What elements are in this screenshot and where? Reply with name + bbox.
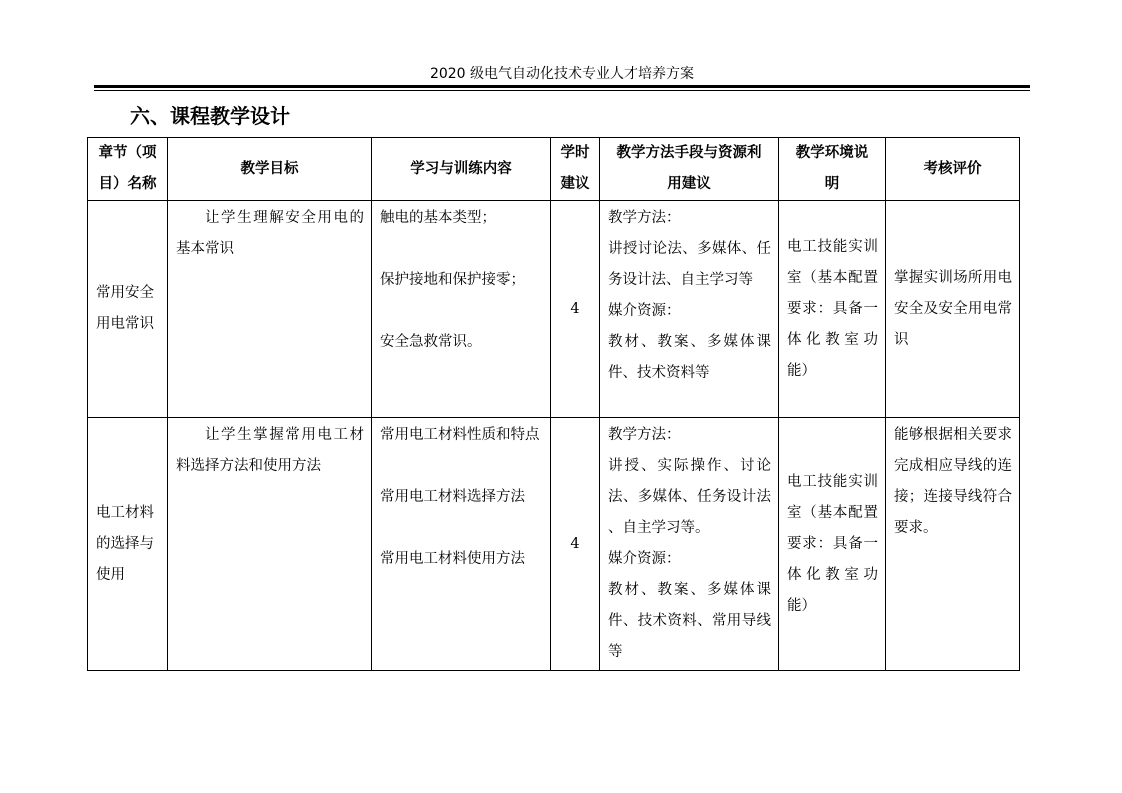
section-title: 六、课程教学设计 bbox=[130, 104, 290, 128]
page-header: 2020 级电气自动化技术专业人才培养方案 bbox=[429, 66, 695, 82]
header-content: 学习与训练内容 bbox=[372, 138, 551, 201]
table-row bbox=[88, 201, 1020, 418]
assessment-cell: 掌握实训场所用电安全及安全用电常识 bbox=[886, 201, 1020, 418]
header-goal: 教学目标 bbox=[168, 138, 372, 201]
hours-cell: 4 bbox=[551, 201, 600, 418]
chapter-cell: 电工材料 的选择与 使用 bbox=[88, 418, 168, 671]
header-hours: 学时 建议 bbox=[551, 138, 600, 201]
header-methods: 教学方法手段与资源利 用建议 bbox=[600, 138, 779, 201]
methods-cell: 教学方法： 讲授讨论法、多媒体、任务设计法、自主学习等 媒介资源： 教材、教案、多媒体课件、技术资料等 bbox=[600, 201, 779, 418]
methods-cell: 教学方法： 讲授、实际操作、讨论法、多媒体、任务设计法 、自主学习等。 媒介资源： 教材、教案、多媒体课件、技术资料、常用导线等 bbox=[600, 418, 779, 671]
table-header-row bbox=[88, 138, 1020, 201]
goal-cell: 让学生掌握常用电工材料选择方法和使用方法 bbox=[168, 418, 372, 671]
table-row bbox=[88, 418, 1020, 671]
content-cell: 触电的基本类型； 保护接地和保护接零； 安全急救常识。 bbox=[372, 201, 551, 418]
assessment-cell: 能够根据相关要求完成相应导线的连接；连接导线符合要求。 bbox=[886, 418, 1020, 671]
header-rule-thin bbox=[94, 90, 1030, 91]
environment-cell: 电工技能实训室（基本配置要求：具备一体化教室功能） bbox=[779, 201, 886, 418]
goal-cell: 让学生理解安全用电的基本常识 bbox=[168, 201, 372, 418]
header-chapter: 章节（项 目）名称 bbox=[88, 138, 168, 201]
header-environment: 教学环境说 明 bbox=[779, 138, 886, 201]
hours-cell: 4 bbox=[551, 418, 600, 671]
course-design-table bbox=[87, 137, 1020, 671]
header-assessment: 考核评价 bbox=[886, 138, 1020, 201]
content-cell: 常用电工材料性质和特点 常用电工材料选择方法 常用电工材料使用方法 bbox=[372, 418, 551, 671]
header-rule-thick bbox=[94, 85, 1030, 88]
chapter-cell: 常用安全 用电常识 bbox=[88, 201, 168, 418]
environment-cell: 电工技能实训室（基本配置要求：具备一体化教室功能） bbox=[779, 418, 886, 671]
